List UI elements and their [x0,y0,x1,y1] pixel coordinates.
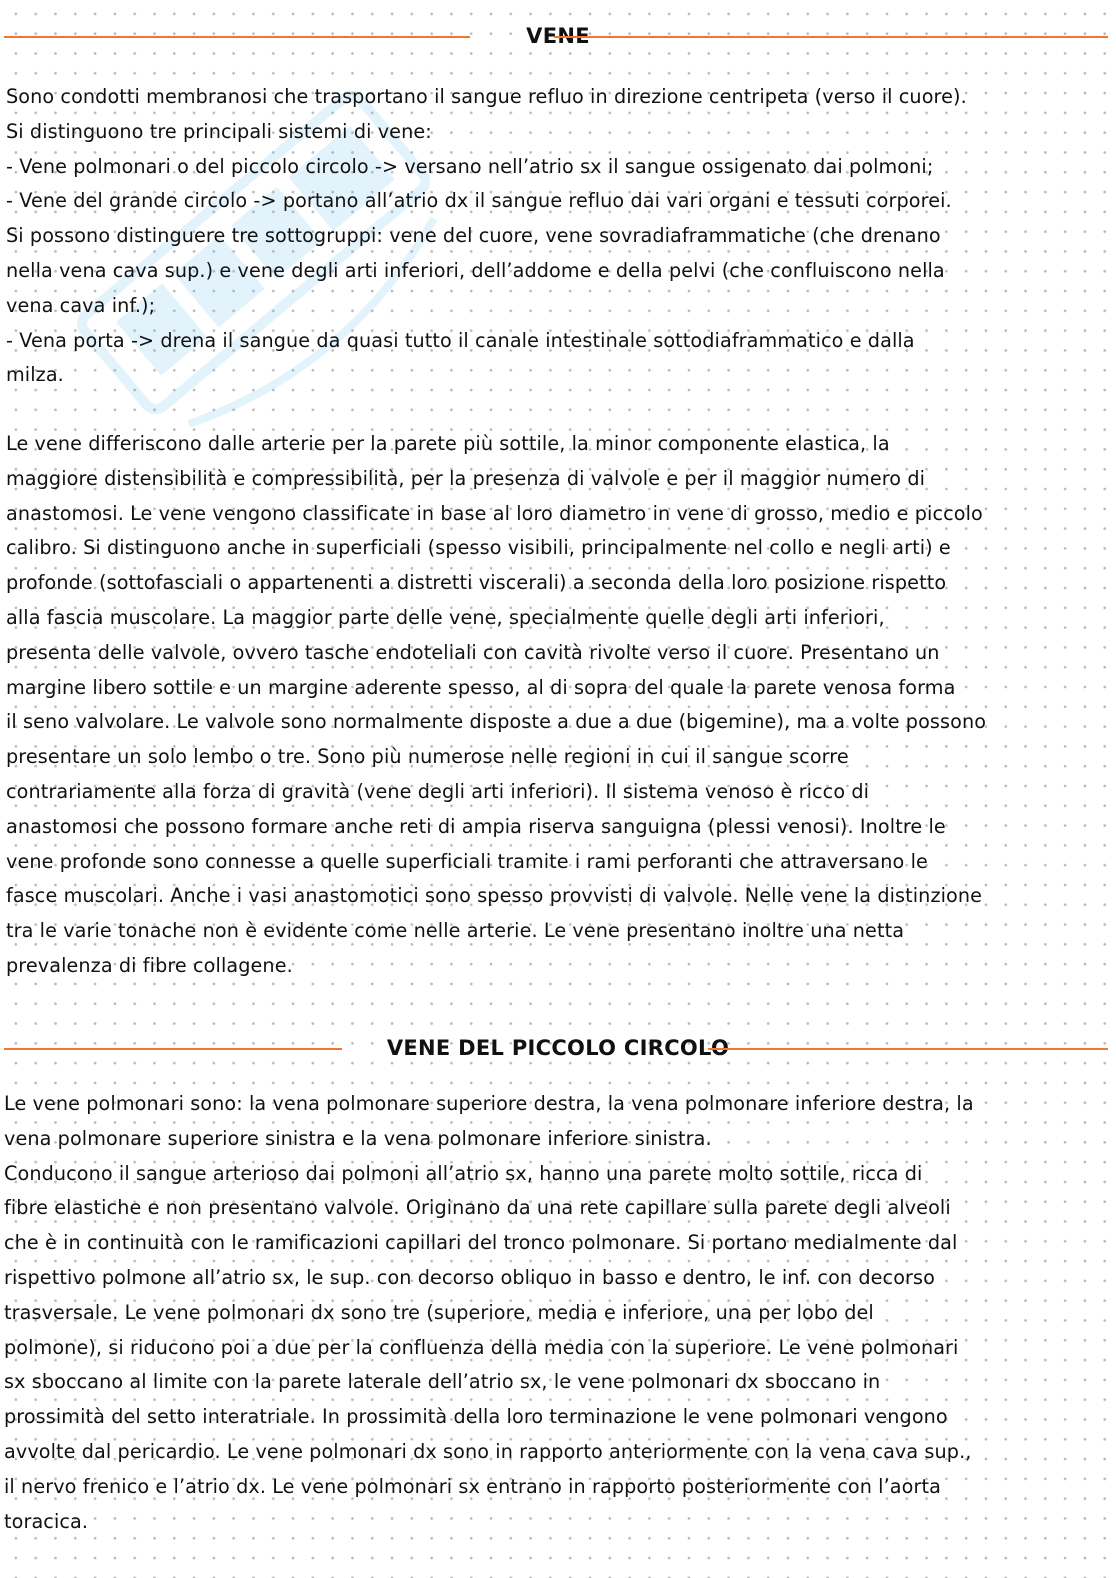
text-line: Le vene polmonari sono: la vena polmonare superiore destra, la vena polmonare inferiore destra, la [4,1092,974,1115]
text-line: alla fascia muscolare. La maggior parte delle vene, specialmente quelle degli arti inferiori, [6,605,885,629]
text-line: milza. [6,363,64,387]
paragraph-body-vene [6,427,1106,984]
text-line: il seno valvolare. Le valvole sono normalmente disposte a due a due (bigemine), ma a volte possono [6,710,987,734]
text-line: contrariamente alla forza di gravità (vene degli arti inferiori). Il sistema venoso è ricco di [6,779,870,803]
text-line: nella vena cava sup.) e vene degli arti inferiori, dell’addome e della pelvi (che confluiscono nella [6,258,945,282]
text-line: Si possono distinguere tre sottogruppi: vene del cuore, vene sovradiaframmatiche (che drenano [6,224,941,248]
text-line: anastomosi che possono formare anche reti di ampia riserva sanguigna (plessi venosi). Inoltre le [6,814,946,838]
paragraph-intro [6,80,1106,393]
text-line: fibre elastiche e non presentano valvole. Originano da una rete capillare sulla parete degli alveoli [4,1196,951,1220]
text-line: maggiore distensibilità e compressibilità, per la presenza di valvole e per il maggior numero di [6,466,926,490]
paragraph-body-piccolo-circolo [4,1087,1104,1539]
text-line: trasversale. Le vene polmonari dx sono tre (superiore, media e inferiore, una per lobo del [4,1300,874,1324]
text-line: - Vena porta -> drena il sangue da quasi tutto il canale intestinale sottodiaframmatico e dalla [6,328,915,352]
text-line: calibro. Si distinguono anche in superficiali (spesso visibili, principalmente nel collo e negli arti) e [6,536,951,560]
text-line: rispettivo polmone all’atrio sx, le sup. con decorso obliquo in basso e dentro, le inf. con decorso [4,1265,935,1289]
section-heading-piccolo-circolo [0,1033,1116,1063]
text-line: - Vene polmonari o del piccolo circolo -> versano nell’atrio sx il sangue ossigenato dai polmoni; [6,154,934,178]
text-line: Le vene differiscono dalle arterie per la parete più sottile, la minor componente elastica, la [6,432,890,455]
text-line: sx sboccano al limite con la parete laterale dell’atrio sx, le vene polmonari dx sboccano in [4,1370,881,1394]
text-line: anastomosi. Le vene vengono classificate in base al loro diametro in vene di grosso, medio e piccolo [6,501,983,525]
text-line: Conducono il sangue arterioso dai polmoni all’atrio sx, hanno una parete molto sottile, ricca di [4,1161,923,1185]
heading-title: VENE [526,24,590,48]
heading-rule-right [554,36,1108,38]
text-line: profonde (sottofasciali o appartenenti a distretti viscerali) a seconda della loro posizione rispetto [6,571,947,595]
heading-rule-right [708,1048,1108,1050]
text-line: vene profonde sono connesse a quelle superficiali tramite i rami perforanti che attraversano le [6,849,928,873]
text-line: fasce muscolari. Anche i vasi anastomotici sono spesso provvisti di valvole. Nelle vene la distinzione [6,884,983,908]
text-line: avvolte dal pericardio. Le vene polmonari dx sono in rapporto anteriormente con la vena cava sup., [4,1439,972,1463]
text-line: prossimità del setto interatriale. In prossimità della loro terminazione le vene polmonari vengono [4,1405,948,1429]
text-line: vena cava inf.); [6,293,156,317]
text-line: toracica. [4,1509,89,1533]
text-line: che è in continuità con le ramificazioni capillari del tronco polmonare. Si portano medialmente dal [4,1231,958,1255]
text-line: presentare un solo lembo o tre. Sono più numerose nelle regioni in cui il sangue scorre [6,745,849,769]
heading-title: VENE DEL PICCOLO CIRCOLO [386,1036,730,1060]
text-line: tra le varie tonache non è evidente come nelle arterie. Le vene presentano inoltre una netta [6,919,905,943]
text-line: - Vene del grande circolo -> portano all’atrio dx il sangue refluo dai vari organi e tessuti corporei. [6,189,952,213]
text-line: polmone), si riducono poi a due per la confluenza della media con la superiore. Le vene polmonari [4,1335,959,1359]
text-line: prevalenza di fibre collagene. [6,953,293,977]
text-line: il nervo frenico e l’atrio dx. Le vene polmonari sx entrano in rapporto posteriormente con l’aorta [4,1474,941,1498]
text-line: presenta delle valvole, ovvero tasche endoteliali con cavità rivolte verso il cuore. Presentano un [6,640,940,664]
text-line: vena polmonare superiore sinistra e la vena polmonare inferiore sinistra. [4,1126,712,1150]
text-line: Si distinguono tre principali sistemi di vene: [6,119,432,143]
section-heading-vene [0,21,1116,51]
text-line: margine libero sottile e un margine aderente spesso, al di sopra del quale la parete venosa forma [6,675,956,699]
text-line: Sono condotti membranosi che trasportano il sangue refluo in direzione centripeta (verso il cuore). [6,85,967,108]
